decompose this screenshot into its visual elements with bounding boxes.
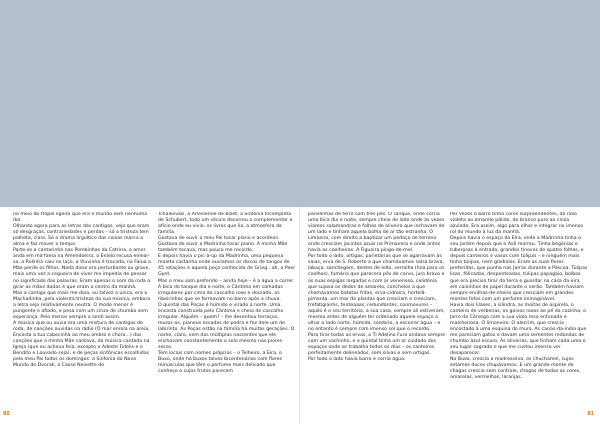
page-gutter <box>299 207 300 424</box>
paragraph: Tem locais com nomes próprios – o Telheiro, a Eira, o Buxo, onde há buxos talvez bicentenários com flores minúsculas que têm o perfume mais delicado que conheço e cujos frutos parecem <box>158 351 282 375</box>
page-number-left: 80 <box>3 412 10 417</box>
paragraph: Mas o meu som preferido – ainda hoje – é a água a correr. A bica do tanque dia e noite, o Cântima em camadas irregulares por cima do cascalho roxo e dourado, os ribeirinhos que se formavam no barro após a chuva. <box>158 278 295 302</box>
paragraph: Depois havia o espaço da Elra, onde a Madrinha tinha o seu jardim depois que o Avô morreu. Tinha begónias e tuberosas à entrada, grandes tinoves de quatro folhas, e depois canteiros e vasos com túlipas – e ninguém mais tinha túlipas, nem gladíolos. Eram as suas flores preferidas, que punha nas Jarras durante a Páscoa. Túlipas lisas, fólicadas, despenteadas, túlipas papagaio, bolbos que era preciso tirar da terra e guardar na casa da eira em caixinhos de papel durante o verão. Também haviam sempre ervilhas-de-cheiro que cresciam em grandes montes fofos com um perfume inimaginável. <box>450 236 588 302</box>
page-number-right: 81 <box>587 412 594 417</box>
paragraph: Tchaikovski, a Arlesienne de Bizet, a Sinfonia Incompleta de Schubert, todo um século decorreu a complementar o ofício onde eu vivia, os livros que lia, a atmosfera da família. <box>158 212 293 236</box>
text-column-2 <box>158 212 296 417</box>
paragraph: Por todo o lado havia barro e corria água. <box>308 357 406 363</box>
photo-band <box>0 0 600 207</box>
paragraph: A música que ou ouvia era uma mistura de cantigas de roda, de canções ouvidas na rádio (O mar enrola na areia, Encosta a tua cabecinha ao meu ombro e chora...) das canções que a minha Mãe cantava, da música cantada na Igreja (que eu achava feia, excepto o Adeste Fidelis e o Bendito e Louvado seja), e de peças sinfónicas escolhidas pela meu Pai todos os domingos: a Sinfonia do Novo Mundo do Dvorak, a Casse Noisette do <box>13 320 150 369</box>
paragraph: Gostava de ouvir o meu Pai tocar piano e acordeon. Gostava de ouvir a Madrinha tocar piano. A minha Mãe também tocava, mas pouco me recordo. <box>158 236 288 254</box>
paragraph: Por vezes o barro tinha cores surpreendentes, do roxo violeta ao amarelo pálido, do branco puro ao cinza azulado. Era assim, algo para olhar e integrar no imenso rol do mundo à luz da manhã. <box>450 212 584 236</box>
paragraph: Olhando agora para as letras das cantigas, vejo que eram só desgraças, contrariedades e perdas – só a tristeza tem palheta, claro. Só o drama lírgúltico das coisas marca a alma e faz mover o tempo. <box>13 224 150 248</box>
paragraph: panelinhas de ferro com três pés. O Tanque, onde corria uma bica dia e noite, sempre cheio de lado onde às vezes viamos salamandras e folhas de oliveira que inchavam de um lado e tinham aquela bolha de ar tão estranha. O Limoeiro, com direito a baptizar um pedaço de terreno onde cresciam jacintos azuis na Primavera e onde antes havia as coelheiras. A Figueira pingo-de-mel. <box>308 212 445 254</box>
text-column-4 <box>450 212 588 417</box>
paragraph: Por todo o lado, ortigas, parietárias que se agarravam às saias, erva de S. Roberto a que chamávamos salsa brava, labaça, sanchegem, dentes de leão, serralha (hoa para os coelhos), fumária que parecera pés de carvo, juro bravo e as suas espigas largadas e com ar venenoso, celidónia que sujava os dedos de amarelo, conchelos a que chamávamos batatas fritas, erva-cidreira, hortelã-pimenta, um mar de plantas que cresciam e cresciam, trefatígianhs, tenteaaas, redundantes, conmovures – aquilo é o seu território, a sua casa, sempre ali estiveram, mesmo antes de alguém ter ordenado aquele espaço a olhar o lado norte, húmido, sombrio, a escorrer água – e no entanto é sempre com imenso sol que o recordo. <box>308 254 445 332</box>
paragraph: No Buxo, crescia a madressilva, os chuchamel, cujos estames doces chupávamos. E um grande monte de chagas crescia sem controle, chagas de todas as cores, amarelas, vermelhas, laranjas. <box>450 357 581 381</box>
paragraph: Mas a cantiga que mais me doía, ou talvez a única, era a Machadinha, pela violenta tristeza da sua música, embora a letra seja relativamente neutra. O modo menor é pungente e afiado, e pesa com um cinza de chumbo sem esperança. Pelo menos sempre a senti assim. <box>13 290 151 320</box>
book-spread <box>0 207 600 424</box>
text-column-3 <box>308 212 446 417</box>
paragraph: O quintal das Poças é húmido e virado a norte. Uma encosta construída pelo Cântima e cheia de cascalho irregular. Alguém – quem? – lhe desenhou terraços, muros-os, pianeus escadas de pedra e fez dele um de labirinto. As Poças estão na família há muitas gerações. O nome, claro, vem das múltiplas nascentes que ele enchavam constantemente o solo mesmo nas piores secas. <box>158 302 295 351</box>
paragraph: Para tirar todas as ervas, o Ti Adelino Fura andava sempre com um sachinho, e o quintal tinha um ar cuidado dos espaços onde se trabalha todos os dias – os canteiros perfeitamente delineados, sem silvas e sem ortigas. <box>308 332 446 357</box>
paragraph: Parte-se a cantarinha nas Pombinhas da Catrina, o amor anda em má fama na Amendoeira, o Enlelo recusa enlear-se, a Rolinha caiu no laço, a Viuvinha é trocada, na Falua a Mãe perde os filhos. Nada disso era perturbante ou grave, mais uma vez a cegueira de viver me impedia de pensar no significado das palavras. Eram apenas o som da roda a girar as mãos dadas é que eram o centro da manhã. <box>13 248 151 290</box>
paragraph: E depois havia o pic-à-up da Madrinha, uma pequena maleta castanha onde ouvíamos os discos de tangos de 45 rotações e aquela peça conhecida de Grieg...ah, o Peer Gynt. <box>158 254 296 278</box>
paragraph: no meio do tropel ligeiro que era o mundo sem nenhuma dor. <box>13 212 148 224</box>
paragraph: Havia dois lilases, a silindra, as moitas de aspirela, o canteiro de verbenas, os goivos roxos ao pé da cozinha, o Jarro da Córsega com a sua viola rosa enfunada e malcheirosa. O limoneiro. O alecrim, que crescia encostado à uma esquina do muro. As canas-da-índia que me pareciam gatos e davam uma sementes redondas de chumbo azul escuro. As oliveiras, que tinham cada uma o seu lugar sagrado e que me custou imenso ver desaparecer. <box>450 302 587 357</box>
text-column-1 <box>13 212 151 417</box>
